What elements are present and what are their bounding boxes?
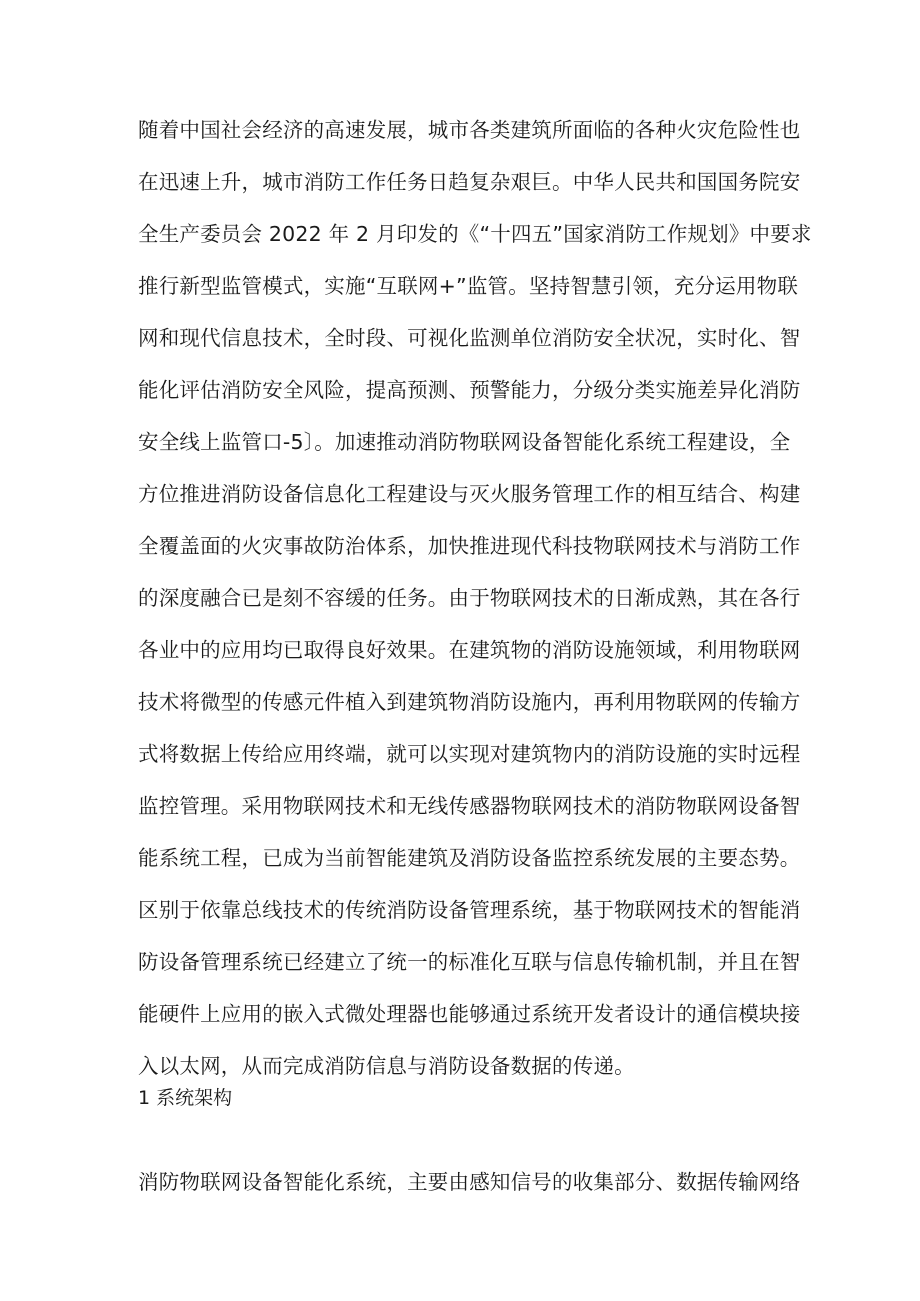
text-line: 的深度融合已是刻不容缓的任务。由于物联网技术的日渐成熟，其在各行 xyxy=(138,586,801,610)
text-line: 防设备管理系统已经建立了统一的标准化互联与信息传输机制，并且在智 xyxy=(138,950,801,974)
section-heading: 1 系统架构 xyxy=(138,1087,233,1109)
text-line: 技术将微型的传感元件植入到建筑物消防设施内，再利用物联网的传输方 xyxy=(138,690,801,714)
text-line: 全生产委员会 2022 年 2 月印发的《“十四五”国家消防工作规划》中要求 xyxy=(138,222,812,246)
text-line: 方位推进消防设备信息化工程建设与灭火服务管理工作的相互结合、构建 xyxy=(138,482,801,506)
text-line: 在迅速上升，城市消防工作任务日趋复杂艰巨。中华人民共和国国务院安 xyxy=(138,170,801,194)
text-line: 能化评估消防安全风险，提高预测、预警能力，分级分类实施差异化消防 xyxy=(138,378,801,402)
text-line: 能系统工程，已成为当前智能建筑及消防设备监控系统发展的主要态势。 xyxy=(138,846,801,870)
text-line: 入以太网，从而完成消防信息与消防设备数据的传递。 xyxy=(138,1054,635,1078)
text-line: 各业中的应用均已取得良好效果。在建筑物的消防设施领域，利用物联网 xyxy=(138,638,801,662)
text-line: 式将数据上传给应用终端，就可以实现对建筑物内的消防设施的实时远程 xyxy=(138,742,801,766)
text-line: 全覆盖面的火灾事故防治体系，加快推进现代科技物联网技术与消防工作 xyxy=(138,534,801,558)
text-line: 区别于依靠总线技术的传统消防设备管理系统，基于物联网技术的智能消 xyxy=(138,898,801,922)
text-line: 监控管理。采用物联网技术和无线传感器物联网技术的消防物联网设备智 xyxy=(138,794,801,818)
text-line: 能硬件上应用的嵌入式微处理器也能够通过系统开发者设计的通信模块接 xyxy=(138,1002,801,1026)
text-line: 安全线上监管口-5〕。加速推动消防物联网设备智能化系统工程建设，全 xyxy=(138,430,791,454)
text-line: 随着中国社会经济的高速发展，城市各类建筑所面临的各种火灾危险性也 xyxy=(138,118,801,142)
text-line: 推行新型监管模式，实施“互联网+”监管。坚持智慧引领，充分运用物联 xyxy=(138,274,799,298)
text-line: 网和现代信息技术，全时段、可视化监测单位消防安全状况，实时化、智 xyxy=(138,326,801,350)
text-line: 消防物联网设备智能化系统，主要由感知信号的收集部分、数据传输网络 xyxy=(138,1170,801,1194)
